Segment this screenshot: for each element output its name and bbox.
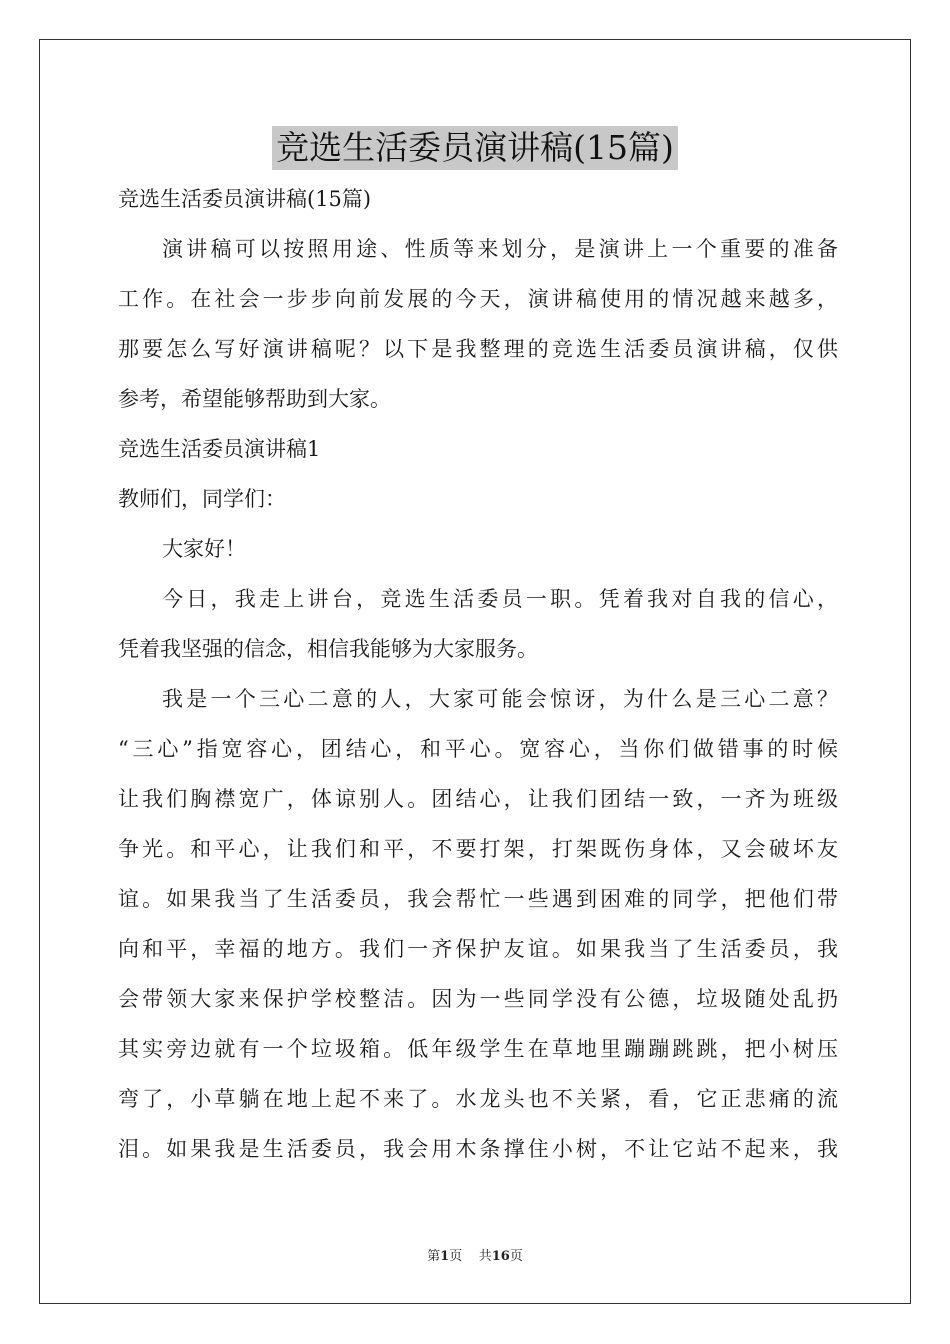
text-line: 教师们，同学们： bbox=[118, 487, 286, 511]
text-line: 大家好！ bbox=[162, 537, 246, 561]
text-line: 谊。如果我当了生活委员，我会帮忙一些遇到困难的同学，把他们带 bbox=[118, 887, 838, 911]
total-prefix: 共 bbox=[478, 1249, 492, 1264]
text-line: 工作。在社会一步步向前发展的今天，演讲稿使用的情况越来越多， bbox=[118, 287, 838, 311]
page-footer bbox=[0, 1245, 950, 1264]
text-line: 我是一个三心二意的人，大家可能会惊讶，为什么是三心二意？ bbox=[162, 687, 838, 711]
text-line: 凭着我坚强的信念，相信我能够为大家服务。 bbox=[118, 637, 538, 661]
document-title: 竞选生活委员演讲稿(15篇) bbox=[272, 126, 678, 170]
text-line: 参考，希望能够帮助到大家。 bbox=[118, 387, 391, 411]
text-line: 让我们胸襟宽广，体谅别人。团结心，让我们团结一致，一齐为班级 bbox=[118, 787, 838, 811]
title-container bbox=[0, 126, 950, 170]
text-line: 演讲稿可以按照用途、性质等来划分，是演讲上一个重要的准备 bbox=[162, 237, 838, 261]
text-line: 会带领大家来保护学校整洁。因为一些同学没有公德，垃圾随处乱扔 bbox=[118, 987, 838, 1011]
text-line: 其实旁边就有一个垃圾箱。低年级学生在草地里蹦蹦跳跳，把小树压 bbox=[118, 1037, 838, 1061]
text-line: 竞选生活委员演讲稿1 bbox=[118, 437, 321, 461]
page-number: 1 bbox=[440, 1249, 450, 1264]
text-line: 争光。和平心，让我们和平，不要打架，打架既伤身体，又会破坏友 bbox=[118, 837, 838, 861]
document-body bbox=[118, 174, 838, 1174]
text-line: 向和平，幸福的地方。我们一齐保护友谊。如果我当了生活委员，我 bbox=[118, 937, 838, 961]
text-line: 那要怎么写好演讲稿呢？以下是我整理的竞选生活委员演讲稿，仅供 bbox=[118, 337, 838, 361]
text-line: 竞选生活委员演讲稿(15篇) bbox=[118, 187, 372, 211]
text-line: 弯了，小草躺在地上起不来了。水龙头也不关紧，看，它正悲痛的流 bbox=[118, 1087, 838, 1111]
text-line: 今日，我走上讲台，竞选生活委员一职。凭着我对自我的信心， bbox=[162, 587, 838, 611]
text-line: 泪。如果我是生活委员，我会用木条撑住小树，不让它站不起来，我 bbox=[118, 1137, 838, 1161]
page-prefix: 第 bbox=[427, 1249, 441, 1264]
text-line: “三心”指宽容心，团结心，和平心。宽容心，当你们做错事的时候 bbox=[118, 737, 838, 761]
total-suffix: 页 bbox=[509, 1249, 523, 1264]
total-pages: 16 bbox=[491, 1249, 510, 1264]
page-suffix: 页 bbox=[449, 1249, 463, 1264]
